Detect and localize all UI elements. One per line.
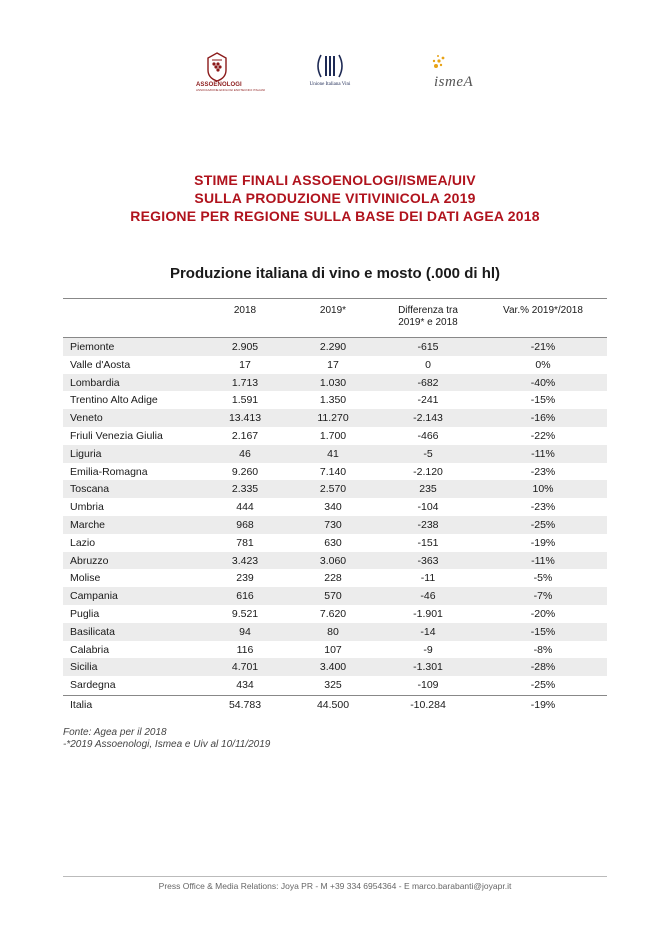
table-row [63,480,607,498]
variation-cell: -16% [530,412,556,425]
table-row [63,534,607,552]
header-2019: 2019* [319,305,347,316]
ismea-name: ismeA [434,74,474,90]
difference-cell: -238 [417,518,439,531]
table-row [63,516,607,534]
value-2018-cell: 9.521 [231,607,259,620]
region-cell: Liguria [70,447,102,460]
region-cell: Campania [70,590,118,603]
variation-cell: -15% [530,394,556,407]
table-row [63,569,607,587]
title-line-3: REGIONE PER REGIONE SULLA BASE DEI DATI AGEA 2018 [130,208,540,224]
value-2019-cell: 107 [324,643,342,656]
value-2019-cell: 41 [327,447,339,460]
region-cell: Umbria [70,501,104,514]
region-cell: Toscana [70,483,110,496]
table-row [63,374,607,392]
value-2019-cell: 7.140 [319,465,347,478]
variation-cell: -25% [530,518,556,531]
value-2018-cell: 2.905 [231,341,259,353]
value-2019-cell: 11.270 [317,412,349,425]
value-2018-cell: 968 [236,518,254,531]
title-line-1: STIME FINALI ASSOENOLOGI/ISMEA/UIV [194,172,476,188]
variation-cell: -11% [531,447,555,460]
table-row [63,391,607,409]
variation-cell: -23% [530,465,556,478]
value-2018-cell: 4.701 [231,661,259,674]
uiv-name: Unione Italiana Vini [309,82,351,87]
variation-cell: -21% [530,341,556,353]
assoenologi-name: ASSOENOLOGI [196,82,242,88]
variation-cell: -5% [533,572,553,585]
footer-divider [63,876,607,877]
value-2018-cell: 1.591 [231,394,259,407]
value-2019-cell: 3.400 [319,661,347,674]
value-2019-cell: 1.700 [319,429,347,442]
difference-cell: -682 [417,376,439,389]
value-2019-cell: 7.620 [319,607,347,620]
variation-cell: -19% [530,536,556,549]
difference-cell: -151 [417,536,439,549]
table-row [63,605,607,623]
note-estimate: -*2019 Assoenologi, Ismea e Uiv al 10/11/2019 [63,739,271,750]
total-difference: -10.284 [410,698,446,711]
region-cell: Lombardia [70,376,120,389]
value-2019-cell: 730 [324,518,342,531]
title-line-2: SULLA PRODUZIONE VITIVINICOLA 2019 [194,190,476,206]
header-difference [391,305,465,329]
total-region: Italia [70,698,93,711]
difference-cell: -1.301 [413,661,443,674]
total-variation: -19% [530,698,556,711]
variation-cell: -40% [530,376,556,389]
production-table [63,298,607,714]
difference-cell: -11 [420,572,436,585]
region-cell: Trentino Alto Adige [70,394,158,407]
region-cell: Lazio [70,536,96,549]
difference-cell: -363 [417,554,439,567]
variation-cell: -23% [530,501,556,514]
table-row [63,658,607,676]
value-2019-cell: 2.290 [319,341,347,353]
value-2018-cell: 94 [239,625,251,638]
variation-cell: -7% [533,590,553,603]
uiv-logo [300,52,360,87]
ismea-sun-icon [430,52,454,74]
region-cell: Marche [70,518,106,531]
uiv-emblem-icon [313,52,347,80]
difference-cell: -46 [420,590,436,603]
notes [63,727,270,751]
variation-cell: 10% [532,483,554,496]
document-title [0,171,670,225]
value-2019-cell: 570 [324,590,342,603]
difference-cell: -5 [423,447,433,460]
value-2019-cell: 325 [324,679,342,692]
table-row [63,409,607,427]
footer-contact: Press Office & Media Relations: Joya PR - M +39 334 6954364 - E marco.barabanti@joyapr.it [158,881,512,891]
table-row [63,552,607,570]
difference-cell: -466 [417,429,439,442]
value-2018-cell: 46 [239,447,251,460]
value-2018-cell: 434 [236,679,254,692]
difference-cell: -2.143 [413,412,443,425]
value-2019-cell: 3.060 [319,554,347,567]
difference-cell: -615 [417,341,439,353]
table-header [63,298,607,338]
variation-cell: -15% [530,625,556,638]
note-source: Fonte: Agea per il 2018 [63,727,167,738]
header-variation: Var.% 2019*/2018 [503,305,583,316]
difference-cell: -2.120 [413,465,443,478]
variation-cell: -25% [530,679,556,692]
table-row [63,498,607,516]
table-row [63,623,607,641]
value-2018-cell: 444 [236,501,254,514]
table-row [63,356,607,374]
total-2018: 54.783 [228,698,262,711]
difference-cell: 0 [425,358,431,371]
table-row [63,463,607,481]
assoenologi-tagline: ASSOCIAZIONE ENOLOGI ENOTECNICI ITALIANI [196,88,266,92]
header-difference-line1: Differenza tra [398,305,458,316]
difference-cell: 235 [419,483,437,496]
difference-cell: -1.901 [413,607,443,620]
value-2018-cell: 2.167 [231,429,259,442]
region-cell: Calabria [70,643,110,656]
header-difference-line2: 2019* e 2018 [398,317,458,328]
region-cell: Puglia [70,607,100,620]
value-2019-cell: 1.030 [319,376,347,389]
value-2018-cell: 2.335 [231,483,259,496]
difference-cell: -241 [417,394,439,407]
region-cell: Valle d'Aosta [70,358,131,371]
region-cell: Molise [70,572,101,585]
value-2019-cell: 1.350 [319,394,347,407]
value-2019-cell: 17 [327,358,339,371]
assoenologi-logo [196,52,266,92]
value-2019-cell: 2.570 [319,483,347,496]
value-2019-cell: 340 [324,501,342,514]
assoenologi-emblem-icon [206,52,228,82]
variation-cell: 0% [535,358,551,371]
table-body [63,338,607,694]
region-cell: Abruzzo [70,554,109,567]
value-2018-cell: 616 [236,590,254,603]
variation-cell: -20% [530,607,556,620]
value-2019-cell: 630 [324,536,342,549]
value-2018-cell: 3.423 [231,554,259,567]
value-2018-cell: 116 [236,643,254,656]
difference-cell: -9 [423,643,433,656]
variation-cell: -22% [530,429,556,442]
variation-cell: -8% [533,643,553,656]
variation-cell: -28% [530,661,556,674]
region-cell: Sardegna [70,679,116,692]
difference-cell: -14 [420,625,436,638]
header-2018: 2018 [233,305,257,316]
table-row [63,427,607,445]
value-2018-cell: 17 [239,358,251,371]
region-cell: Veneto [70,412,103,425]
value-2019-cell: 228 [324,572,342,585]
region-cell: Basilicata [70,625,115,638]
region-cell: Friuli Venezia Giulia [70,429,163,442]
total-2019: 44.500 [316,698,350,711]
value-2019-cell: 80 [327,625,339,638]
value-2018-cell: 239 [236,572,254,585]
value-2018-cell: 1.713 [231,376,259,389]
table-row [63,338,607,356]
value-2018-cell: 13.413 [228,412,262,425]
value-2018-cell: 9.260 [231,465,259,478]
value-2018-cell: 781 [236,536,254,549]
table-row [63,641,607,659]
difference-cell: -109 [417,679,439,692]
difference-cell: -104 [417,501,439,514]
logo-bar [0,52,670,102]
table-row [63,587,607,605]
table-title: Produzione italiana di vino e mosto (.000 di hl) [169,265,501,282]
table-row [63,445,607,463]
region-cell: Piemonte [70,341,115,353]
region-cell: Sicilia [70,661,98,674]
region-cell: Emilia-Romagna [70,465,148,478]
table-total-row [63,695,607,714]
variation-cell: -11% [531,554,555,567]
table-row [63,676,607,694]
